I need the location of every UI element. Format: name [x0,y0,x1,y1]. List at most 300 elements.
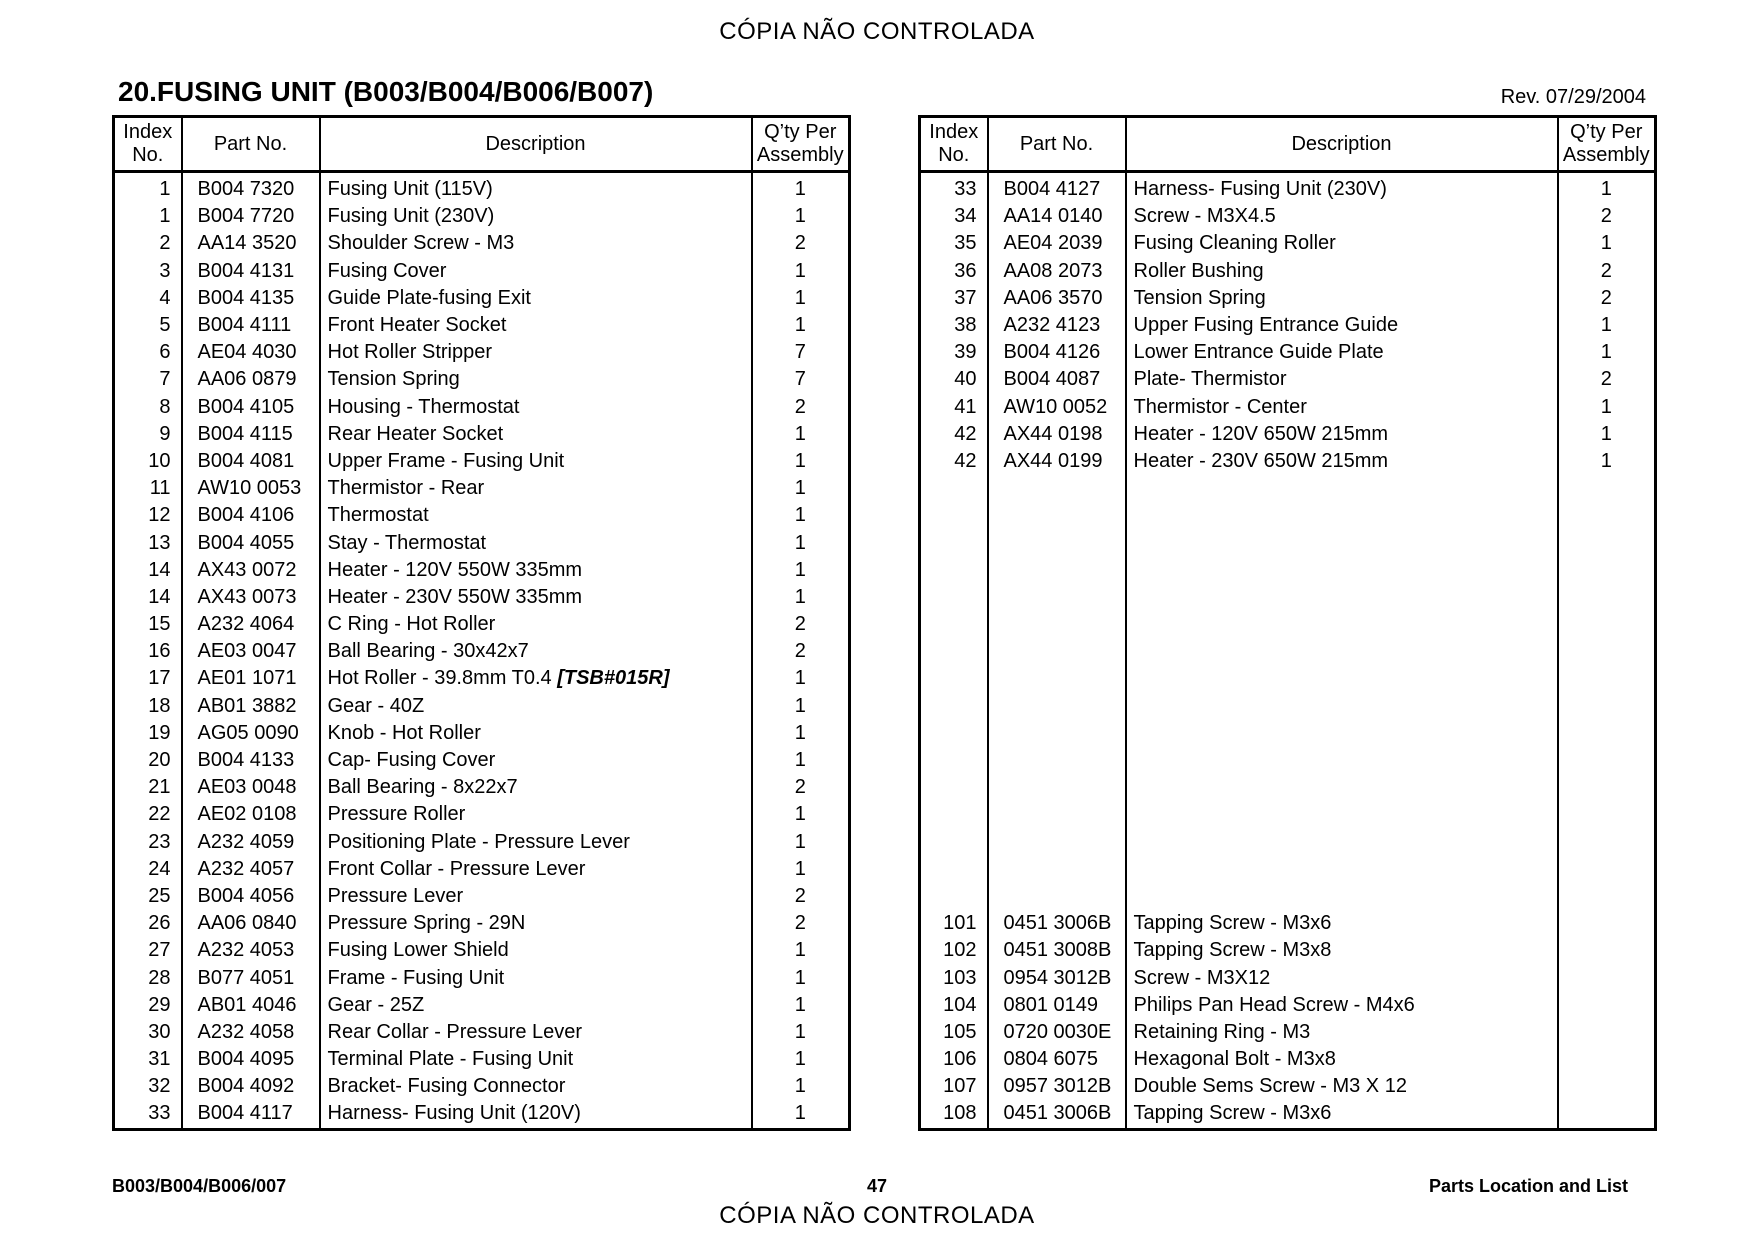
part-number-cell: 0720 0030E [988,1019,1126,1046]
parts-table-left [112,115,851,1131]
description-cell: Gear - 25Z [320,992,752,1019]
quantity-cell: 1 [1558,339,1656,366]
index-cell: 8 [159,395,171,418]
table-row [114,883,850,910]
quantity-cell: 2 [752,611,850,638]
description-cell: Fusing Cleaning Roller [1126,230,1558,257]
table-row [920,394,1656,421]
index-cell [920,774,988,801]
description-cell: Tension Spring [320,366,752,393]
index-cell: 14 [148,558,171,581]
part-number-cell: B004 4127 [988,172,1126,204]
description-cell: Screw - M3X4.5 [1126,203,1558,230]
part-number-cell: A232 4123 [988,312,1126,339]
page-number: 47 [866,1176,888,1196]
quantity-cell: 1 [1558,394,1656,421]
part-number-cell: B004 4126 [988,339,1126,366]
part-number-cell: B004 4106 [182,502,320,529]
quantity-cell: 1 [752,720,850,747]
tsb-note: [TSB#015R] [557,667,670,690]
part-number-cell: AW10 0052 [988,394,1126,421]
description-cell: Shoulder Screw - M3 [320,230,752,257]
description-cell: Positioning Plate - Pressure Lever [320,829,752,856]
table-row [114,910,850,937]
description-cell: Upper Fusing Entrance Guide [1126,312,1558,339]
description-cell: Heater - 230V 650W 215mm [1126,448,1558,475]
table-row [114,801,850,828]
quantity-cell: 1 [752,529,850,556]
footer-section-title: Parts Location and List [1428,1176,1628,1196]
quantity-cell [1558,611,1656,638]
table-row [114,172,850,204]
description-cell: Housing - Thermostat [320,394,752,421]
table-row [920,937,1656,964]
page-title: 20.FUSING UNIT (B003/B004/B006/B007) [118,76,654,107]
part-number-cell [988,475,1126,502]
quantity-cell [1558,720,1656,747]
table-row [920,611,1656,638]
quantity-cell: 1 [1558,448,1656,475]
quantity-cell: 1 [752,448,850,475]
index-cell: 101 [943,912,977,935]
uncontrolled-copy-stamp-bottom: CÓPIA NÃO CONTROLADA [719,1202,1035,1229]
table-row [920,421,1656,448]
quantity-cell [1558,992,1656,1019]
description-cell: Tapping Screw - M3x8 [1126,937,1558,964]
description-cell: Lower Entrance Guide Plate [1126,339,1558,366]
index-cell [920,801,988,828]
index-column-header: Index No. [920,117,988,172]
parts-table-right [918,115,1657,1131]
table-row [114,856,850,883]
index-cell: 15 [148,613,171,636]
part-number-cell [988,638,1126,665]
table-row [114,992,850,1019]
index-column-header: Index No. [114,117,182,172]
table-row [920,172,1656,204]
description-cell: Cap- Fusing Cover [320,747,752,774]
description-cell [1126,502,1558,529]
table-row [920,584,1656,611]
index-cell: 7 [159,368,171,391]
part-number-cell: AA14 3520 [182,230,320,257]
description-cell: Hot Roller Stripper [320,339,752,366]
quantity-cell [1558,910,1656,937]
table-row [920,366,1656,393]
index-cell: 102 [943,939,977,962]
table-row [920,910,1656,937]
part-number-cell: 0451 3006B [988,1100,1126,1129]
quantity-cell: 2 [1558,258,1656,285]
parts-list-right [920,172,1656,1130]
part-number-cell: B004 4056 [182,883,320,910]
index-cell [920,611,988,638]
description-cell: Screw - M3X12 [1126,964,1558,991]
table-row [920,258,1656,285]
index-cell: 18 [148,694,171,717]
quantity-column-header: Q’ty Per Assembly [752,117,850,172]
description-cell: Hot Roller - 39.8mm T0.4 [TSB#015R] [320,665,752,692]
part-number-cell [988,774,1126,801]
table-row [114,475,850,502]
table-row [114,1019,850,1046]
description-cell: Pressure Spring - 29N [320,910,752,937]
index-cell: 32 [148,1075,171,1098]
index-cell: 42 [954,449,977,472]
quantity-column-header: Q’ty Per Assembly [1558,117,1656,172]
table-row [114,1046,850,1073]
index-cell: 31 [148,1048,171,1071]
part-number-cell: AX43 0073 [182,584,320,611]
description-cell [1126,720,1558,747]
table-row [114,829,850,856]
table-row [920,312,1656,339]
table-row [114,557,850,584]
footer-model: B003/B004/B006/007 [112,1176,287,1196]
index-cell: 25 [148,884,171,907]
description-cell: Pressure Roller [320,801,752,828]
index-cell: 22 [148,803,171,826]
table-row [920,339,1656,366]
uncontrolled-copy-stamp-top: CÓPIA NÃO CONTROLADA [719,18,1035,45]
table-header-row [114,117,850,172]
part-number-cell: B004 4133 [182,747,320,774]
part-number-cell: AB01 3882 [182,693,320,720]
part-number-cell: B004 4115 [182,421,320,448]
part-number-cell: AX44 0198 [988,421,1126,448]
description-cell [1126,584,1558,611]
index-cell: 20 [148,749,171,772]
quantity-cell [1558,475,1656,502]
description-column-header: Description [320,117,752,172]
quantity-cell: 1 [752,285,850,312]
quantity-cell: 1 [752,502,850,529]
description-cell: Retaining Ring - M3 [1126,1019,1558,1046]
revision-date: Rev. 07/29/2004 [1500,86,1646,108]
table-row [114,1073,850,1100]
part-number-cell: AA14 0140 [988,203,1126,230]
table-row [920,203,1656,230]
table-row [114,720,850,747]
part-number-cell: A232 4059 [182,829,320,856]
table-row [114,611,850,638]
description-cell: Roller Bushing [1126,258,1558,285]
description-cell: Tapping Screw - M3x6 [1126,1100,1558,1129]
quantity-cell: 1 [752,1100,850,1129]
description-cell [1126,665,1558,692]
quantity-cell: 2 [1558,285,1656,312]
table-row [114,230,850,257]
index-cell [920,856,988,883]
part-number-cell: AE02 0108 [182,801,320,828]
description-cell: Frame - Fusing Unit [320,964,752,991]
index-cell: 19 [148,721,171,744]
table-row [114,394,850,421]
description-cell: Double Sems Screw - M3 X 12 [1126,1073,1558,1100]
part-number-cell: AA06 0879 [182,366,320,393]
index-cell: 10 [148,449,171,472]
description-cell: Guide Plate-fusing Exit [320,285,752,312]
index-cell: 105 [943,1020,977,1043]
table-row [920,475,1656,502]
part-number-cell: B004 7320 [182,172,320,204]
index-cell: 16 [148,640,171,663]
description-cell: Front Heater Socket [320,312,752,339]
part-number-cell: 0451 3006B [988,910,1126,937]
quantity-cell: 1 [752,1073,850,1100]
quantity-cell [1558,1073,1656,1100]
index-cell: 1 [159,178,171,201]
table-row [920,230,1656,257]
table-row [114,665,850,692]
part-number-cell: AA06 0840 [182,910,320,937]
quantity-cell: 2 [752,774,850,801]
part-number-cell: 0801 0149 [988,992,1126,1019]
index-cell: 42 [954,422,977,445]
description-cell [1126,856,1558,883]
quantity-cell [1558,801,1656,828]
quantity-cell [1558,1019,1656,1046]
index-cell: 104 [943,993,977,1016]
description-cell: Ball Bearing - 8x22x7 [320,774,752,801]
quantity-cell: 1 [752,203,850,230]
part-number-cell [988,529,1126,556]
table-row [920,638,1656,665]
quantity-cell [1558,557,1656,584]
description-cell: Philips Pan Head Screw - M4x6 [1126,992,1558,1019]
description-cell: Tapping Screw - M3x6 [1126,910,1558,937]
table-row [920,964,1656,991]
description-cell: Fusing Unit (230V) [320,203,752,230]
part-number-cell [988,693,1126,720]
part-number-cell: B004 4105 [182,394,320,421]
part-number-cell: B004 4131 [182,258,320,285]
table-row [920,529,1656,556]
table-row [920,285,1656,312]
table-row [920,883,1656,910]
quantity-cell: 1 [752,172,850,204]
index-cell: 29 [148,993,171,1016]
index-cell: 2 [159,232,171,255]
part-number-cell: B004 4092 [182,1073,320,1100]
table-row [114,258,850,285]
table-row [114,747,850,774]
quantity-cell [1558,883,1656,910]
quantity-cell: 7 [752,366,850,393]
table-row [920,747,1656,774]
table-row [920,1046,1656,1073]
description-cell: Thermistor - Center [1126,394,1558,421]
index-cell: 24 [148,857,171,880]
part-number-cell: B004 7720 [182,203,320,230]
quantity-cell: 1 [752,557,850,584]
description-cell: Fusing Unit (115V) [320,172,752,204]
part-number-cell: AE04 2039 [988,230,1126,257]
index-cell [920,502,988,529]
quantity-cell: 2 [752,638,850,665]
part-number-cell: 0451 3008B [988,937,1126,964]
description-cell: Harness- Fusing Unit (230V) [1126,172,1558,204]
index-cell [920,747,988,774]
quantity-cell: 2 [752,394,850,421]
part-number-cell [988,829,1126,856]
quantity-cell: 1 [752,1046,850,1073]
index-cell: 37 [954,286,977,309]
quantity-cell [1558,529,1656,556]
quantity-cell: 1 [752,584,850,611]
index-cell [920,529,988,556]
index-cell: 33 [954,178,977,201]
table-row [114,421,850,448]
index-cell: 11 [149,477,171,500]
quantity-cell: 1 [752,856,850,883]
table-row [920,557,1656,584]
quantity-cell: 2 [752,230,850,257]
description-cell [1126,638,1558,665]
part-number-cell: AE04 4030 [182,339,320,366]
table-row [920,1019,1656,1046]
index-cell: 39 [954,341,977,364]
part-number-cell [988,611,1126,638]
index-cell: 5 [159,314,171,337]
table-row [920,801,1656,828]
description-cell: Rear Heater Socket [320,421,752,448]
index-cell: 14 [148,585,171,608]
description-cell: Knob - Hot Roller [320,720,752,747]
index-cell: 12 [148,504,171,527]
table-row [114,285,850,312]
part-number-cell: B004 4095 [182,1046,320,1073]
description-cell [1126,693,1558,720]
description-cell: Terminal Plate - Fusing Unit [320,1046,752,1073]
part-number-cell: 0954 3012B [988,964,1126,991]
part-number-cell: AA08 2073 [988,258,1126,285]
description-cell: Harness- Fusing Unit (120V) [320,1100,752,1129]
quantity-cell: 1 [1558,312,1656,339]
index-cell: 23 [148,830,171,853]
table-row [114,584,850,611]
description-cell [1126,475,1558,502]
part-number-cell [988,720,1126,747]
table-row [920,665,1656,692]
table-header-row [920,117,1656,172]
description-cell: Upper Frame - Fusing Unit [320,448,752,475]
description-cell: Bracket- Fusing Connector [320,1073,752,1100]
quantity-cell: 1 [752,801,850,828]
part-number-cell: AX44 0199 [988,448,1126,475]
index-cell: 9 [159,422,171,445]
description-cell: Plate- Thermistor [1126,366,1558,393]
quantity-cell [1558,774,1656,801]
index-cell [920,693,988,720]
quantity-cell [1558,856,1656,883]
description-cell: C Ring - Hot Roller [320,611,752,638]
description-cell [1126,557,1558,584]
index-cell: 41 [954,395,977,418]
part-number-cell [988,856,1126,883]
part-number-cell: B004 4111 [182,312,320,339]
index-cell [920,557,988,584]
index-cell [920,584,988,611]
part-number-cell: A232 4057 [182,856,320,883]
quantity-cell: 1 [752,421,850,448]
table-row [114,339,850,366]
quantity-cell: 2 [752,910,850,937]
quantity-cell: 1 [752,312,850,339]
description-column-header: Description [1126,117,1558,172]
index-cell: 1 [159,205,171,228]
quantity-cell: 2 [1558,366,1656,393]
table-row [920,720,1656,747]
quantity-cell [1558,1100,1656,1129]
quantity-cell [1558,502,1656,529]
quantity-cell: 2 [1558,203,1656,230]
part-number-column-header: Part No. [182,117,320,172]
part-number-cell [988,883,1126,910]
index-cell: 4 [159,286,171,309]
part-number-cell: A232 4058 [182,1019,320,1046]
part-number-cell: B004 4087 [988,366,1126,393]
part-number-cell: AA06 3570 [988,285,1126,312]
table-row [114,203,850,230]
part-number-cell: AE03 0048 [182,774,320,801]
part-number-cell [988,665,1126,692]
part-number-cell [988,747,1126,774]
part-number-cell: B004 4055 [182,529,320,556]
part-number-cell [988,584,1126,611]
description-cell [1126,883,1558,910]
quantity-cell [1558,964,1656,991]
index-cell [920,883,988,910]
description-cell: Tension Spring [1126,285,1558,312]
index-cell: 38 [954,314,977,337]
part-number-cell: AG05 0090 [182,720,320,747]
description-cell: Thermostat [320,502,752,529]
index-cell: 27 [148,939,171,962]
index-cell: 28 [148,966,171,989]
quantity-cell [1558,937,1656,964]
quantity-cell: 7 [752,339,850,366]
quantity-cell [1558,693,1656,720]
part-number-cell [988,502,1126,529]
index-cell [920,665,988,692]
table-row [114,774,850,801]
description-cell: Heater - 120V 550W 335mm [320,557,752,584]
table-row [114,366,850,393]
description-cell [1126,829,1558,856]
description-cell: Ball Bearing - 30x42x7 [320,638,752,665]
part-number-cell: B077 4051 [182,964,320,991]
table-row [114,638,850,665]
quantity-cell: 1 [752,258,850,285]
index-cell: 6 [159,341,171,364]
description-cell [1126,529,1558,556]
index-cell: 35 [954,232,977,255]
part-number-cell: B004 4117 [182,1100,320,1129]
quantity-cell [1558,1046,1656,1073]
table-row [920,774,1656,801]
description-cell: Pressure Lever [320,883,752,910]
description-cell: Hexagonal Bolt - M3x8 [1126,1046,1558,1073]
table-row [920,992,1656,1019]
table-row [114,529,850,556]
table-row [114,312,850,339]
index-cell [920,638,988,665]
part-number-cell: A232 4053 [182,937,320,964]
index-cell: 17 [148,667,171,690]
table-row [114,937,850,964]
index-cell: 33 [148,1102,171,1125]
